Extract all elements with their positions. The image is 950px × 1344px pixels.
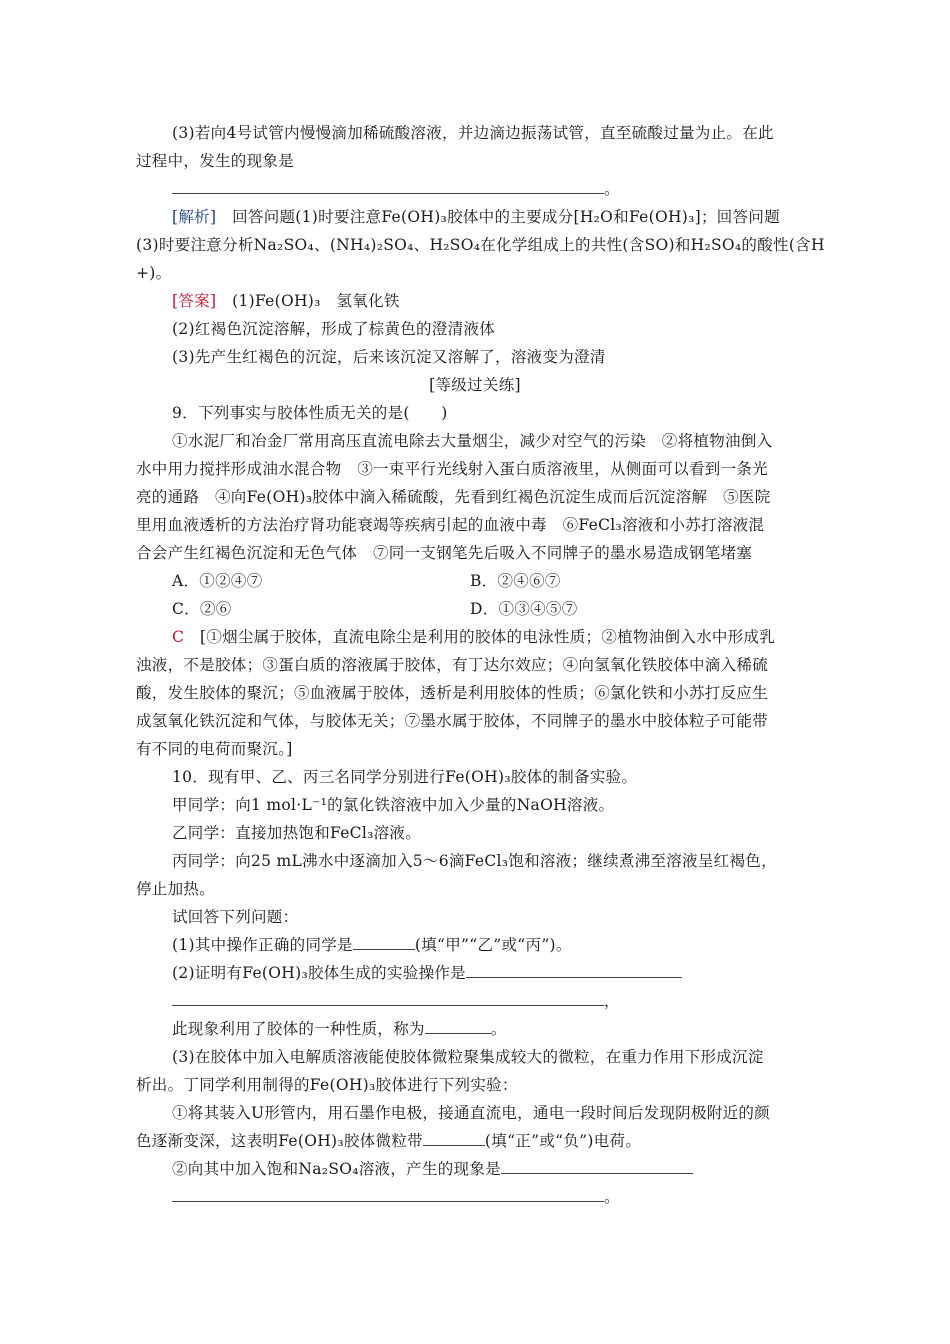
q10-part2-line3: 此现象利用了胶体的一种性质，称为 。 (172, 1020, 507, 1038)
analysis-line3: +)。 (136, 264, 172, 282)
q10-part3-sub2-line2: 。 (172, 1187, 852, 1207)
q10-student-bing-line2: 停止加热。 (136, 880, 216, 898)
q9-item-line1: ①水泥厂和冶金厂常用高压直流电除去大量烟尘，减少对空气的污染 ②将植物油倒入 (172, 432, 773, 450)
q9-option-d: D．①③④⑤⑦ (470, 600, 578, 618)
q10-stem: 10．现有甲、乙、丙三名同学分别进行Fe(OH)₃胶体的制备实验。 (172, 768, 638, 786)
q9-explanation-line5: 有不同的电荷而聚沉。] (136, 740, 293, 758)
q10-part2-line2: ， (172, 991, 852, 1011)
q9-explanation-line1: C [①烟尘属于胶体，直流电除尘是利用的胶体的电泳性质；②植物油倒入水中形成乳 (172, 628, 776, 646)
q10-part3-sub1-line1: ①将其装入U形管内，用石墨作电极，接通直流电，通电一段时间后发现阴极附近的颜 (172, 1104, 770, 1122)
q9-explanation-line2: 浊液，不是胶体；③蛋白质的溶液属于胶体，有丁达尔效应；④向氢氧化铁胶体中滴入稀硫 (136, 656, 769, 674)
q10-part3-sub1-line2: 色逐渐变深，这表明Fe(OH)₃胶体微粒带 (填“正”或“负”)电荷。 (136, 1132, 642, 1150)
q9-answer-key: C (172, 628, 185, 646)
answer-tag: [答案] (172, 292, 217, 310)
q10-part2-line1: (2)证明有Fe(OH)₃胶体生成的实验操作是 (172, 963, 852, 983)
q8-part3-line2: 过程中，发生的现象是 (136, 152, 295, 170)
q9-option-c: C．②⑥ (172, 600, 232, 618)
answer-blank (172, 991, 604, 1006)
q10-part1: (1)其中操作正确的同学是 (填“甲”“乙”或“丙”)。 (172, 936, 572, 954)
answer-blank (423, 1131, 485, 1146)
section-title: [等级过关练] (429, 376, 521, 394)
q8-part3-line1: (3)若向4号试管内慢慢滴加稀硫酸溶液，并边滴边振荡试管，直至硫酸过量为止。在此 (172, 124, 774, 142)
q10-part3-line2: 析出。丁同学利用制得的Fe(OH)₃胶体进行下列实验： (136, 1076, 518, 1094)
q9-stem: 9．下列事实与胶体性质无关的是( ) (172, 404, 448, 422)
answer-blank (172, 179, 604, 194)
analysis-line1: [解析] 回答问题(1)时要注意Fe(OH)₃胶体中的主要成分[H₂O和Fe(OH)₃]；回答问题 (172, 208, 781, 226)
answer-blank (172, 1187, 604, 1202)
q9-item-line3: 亮的通路 ④向Fe(OH)₃胶体中滴入稀硫酸，先看到红褐色沉淀生成而后沉淀溶解 ⑤医院 (136, 488, 771, 506)
answer-blank (425, 1019, 491, 1034)
answer-line1: [答案] (1)Fe(OH)₃ 氢氧化铁 (172, 292, 400, 310)
q10-part3-line1: (3)在胶体中加入电解质溶液能使胶体微粒聚集成较大的微粒，在重力作用下形成沉淀 (172, 1048, 764, 1066)
q8-part3-answer-line: 。 (172, 179, 852, 199)
q10-student-jia: 甲同学：向1 mol·L⁻¹的氯化铁溶液中加入少量的NaOH溶液。 (172, 796, 615, 814)
q9-option-b: B．②④⑥⑦ (470, 572, 561, 590)
answer-blank (466, 963, 682, 978)
answer-blank (501, 1159, 693, 1174)
q10-student-yi: 乙同学：直接加热饱和FeCl₃溶液。 (172, 824, 422, 842)
q9-item-line4: 里用血液透析的方法治疗肾功能衰竭等疾病引起的血液中毒 ⑥FeCl₃溶液和小苏打溶液混 (136, 516, 765, 534)
q10-part3-sub2-line1: ②向其中加入饱和Na₂SO₄溶液，产生的现象是 (172, 1159, 852, 1179)
q10-ask: 试回答下列问题： (172, 908, 299, 926)
analysis-tag: [解析] (172, 208, 217, 226)
analysis-line2: (3)时要注意分析Na₂SO₄、(NH₄)₂SO₄、H₂SO₄在化学组成上的共性(含SO)和H₂SO₄的酸性(含H (136, 236, 825, 254)
answer-line3: (3)先产生红褐色的沉淀，后来该沉淀又溶解了，溶液变为澄清 (172, 348, 606, 366)
answer-blank (353, 935, 415, 950)
q9-explanation-line4: 成氢氧化铁沉淀和气体，与胶体无关；⑦墨水属于胶体，不同牌子的墨水中胶体粒子可能带 (136, 712, 769, 730)
q10-student-bing-line1: 丙同学：向25 mL沸水中逐滴加入5～6滴FeCl₃饱和溶液；继续煮沸至溶液呈红褐色， (172, 852, 777, 870)
q9-item-line5: 合会产生红褐色沉淀和无色气体 ⑦同一支钢笔先后吸入不同牌子的墨水易造成钢笔堵塞 (136, 544, 753, 562)
q9-explanation-line3: 酸，发生胶体的聚沉；⑤血液属于胶体，透析是利用胶体的性质；⑥氯化铁和小苏打反应生 (136, 684, 769, 702)
answer-line2: (2)红褐色沉淀溶解，形成了棕黄色的澄清液体 (172, 320, 496, 338)
q9-item-line2: 水中用力搅拌形成油水混合物 ③一束平行光线射入蛋白质溶液里，从侧面可以看到一条光 (136, 460, 769, 478)
q9-option-a: A．①②④⑦ (172, 572, 263, 590)
